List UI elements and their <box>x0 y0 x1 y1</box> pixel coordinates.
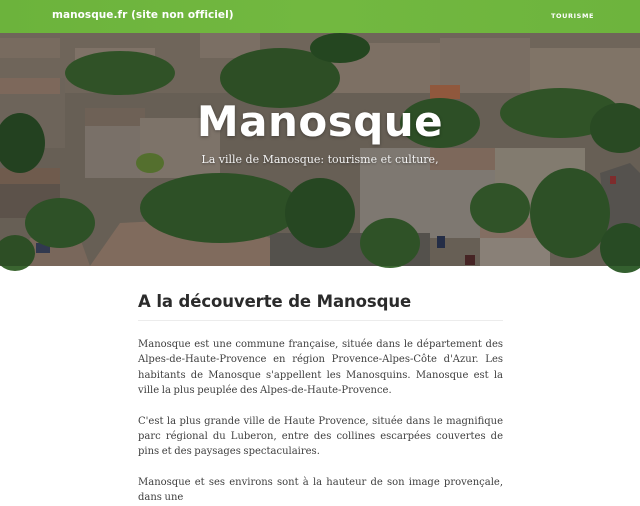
hero-title: Manosque <box>196 97 444 146</box>
top-navigation-bar <box>0 0 640 33</box>
article-paragraph-2: C'est la plus grande ville de Haute Provence, située dans le magnifique parc régional du Luberon, entre des collines escarpées couvertes de pins et des paysages spectaculaires. <box>138 415 503 458</box>
hero-banner <box>0 33 640 266</box>
hero-aerial-photo <box>0 33 640 266</box>
article-paragraph-1: Manosque est une commune française, située dans le département des Alpes-de-Haute-Provence en région Provence-Alpes-Côte d'Azur. Les habitants de Manosque s'appellent les Manosquins. Manosque est la ville la plus peuplée des Alpes-de-Haute-Provence. <box>138 339 503 397</box>
article-paragraph-3: Manosque et ses environs sont à la hauteur de son image provençale, dans une <box>138 476 503 504</box>
article-title: A la découverte de Manosque <box>138 292 503 321</box>
hero-subtitle: La ville de Manosque: tourisme et culture, <box>201 153 439 166</box>
site-brand-link[interactable]: manosque.fr (site non officiel) <box>52 9 234 21</box>
article-content <box>138 266 503 506</box>
nav-link-tourisme[interactable]: TOURISME <box>551 12 595 20</box>
